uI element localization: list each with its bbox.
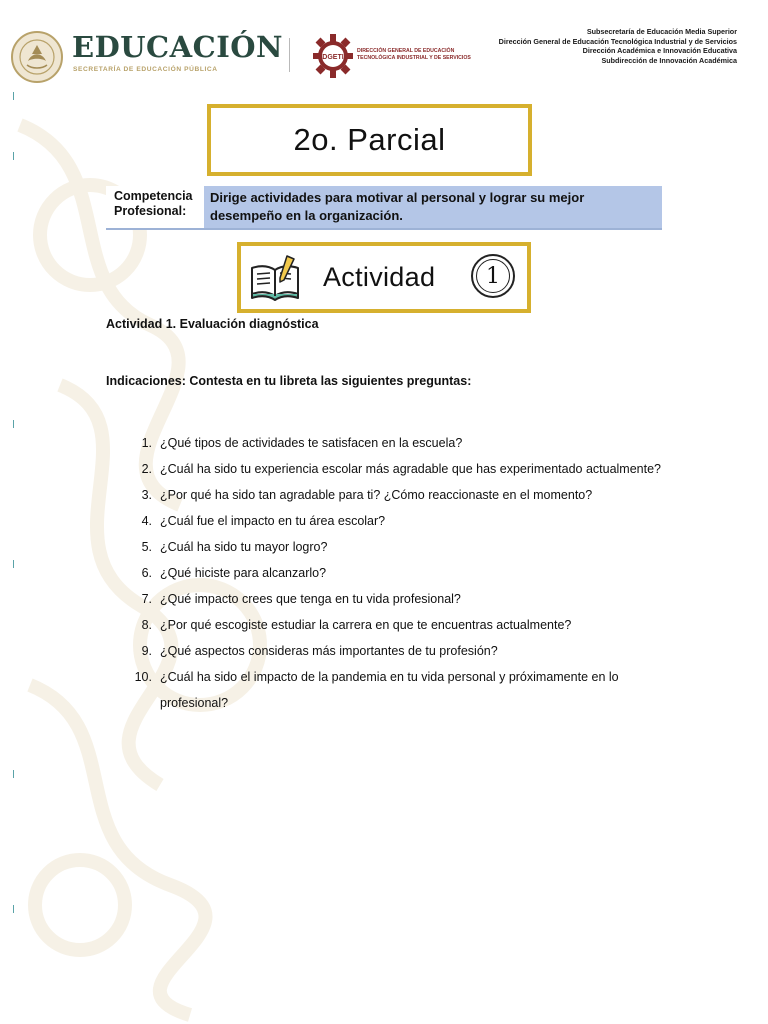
header-line: Dirección Académica e Innovación Educativa [582, 46, 737, 55]
margin-mark [13, 905, 14, 913]
header-institution-lines [499, 27, 737, 65]
open-book-pencil-icon [249, 254, 301, 302]
question-text: ¿Cuál ha sido tu experiencia escolar más agradable que has experimentado actualmente? [160, 462, 661, 476]
instructions-heading: Indicaciones: Contesta en tu libreta las siguientes preguntas: [106, 374, 472, 388]
page-header [0, 0, 768, 90]
competencia-label-line-2: Profesional: [114, 204, 187, 218]
question-number: 9. [141, 644, 152, 658]
dgeti-text [357, 48, 487, 61]
question-number: 1. [141, 436, 152, 450]
competencia-label-line-1: Competencia [114, 189, 193, 203]
activity-banner [237, 242, 531, 313]
activity-number: 1 [486, 263, 500, 289]
dgeti-line-2: TECNOLÓGICA INDUSTRIAL Y DE SERVICIOS [357, 54, 471, 61]
question-number: 5. [141, 540, 152, 554]
question-number: 6. [141, 566, 152, 580]
dgeti-gear-logo-icon [311, 32, 355, 80]
org-subtitle: SECRETARÍA DE EDUCACIÓN PÚBLICA [73, 66, 218, 73]
list-item [106, 482, 666, 508]
list-item [106, 456, 666, 482]
question-text: ¿Por qué ha sido tan agradable para ti? ¿Cómo reaccionaste en el momento? [160, 488, 593, 502]
margin-mark [13, 560, 14, 568]
question-text: ¿Qué hiciste para alcanzarlo? [160, 566, 327, 580]
list-item [106, 664, 666, 716]
question-number: 7. [141, 592, 152, 606]
margin-mark [13, 770, 14, 778]
dgeti-acronym: DGETI [322, 54, 344, 61]
competencia-table [106, 186, 662, 230]
question-number: 8. [141, 618, 152, 632]
question-number: 2. [141, 462, 152, 476]
list-item [106, 560, 666, 586]
header-line: Dirección General de Educación Tecnológica Industrial y de Servicios [498, 36, 737, 46]
activity-heading: Actividad 1. Evaluación diagnóstica [106, 317, 319, 331]
national-seal-icon [10, 30, 64, 84]
question-text: ¿Cuál fue el impacto en tu área escolar? [160, 514, 386, 528]
question-text: ¿Qué aspectos consideras más importantes de tu profesión? [160, 644, 498, 658]
question-number: 3. [141, 488, 152, 502]
activity-label: Actividad [323, 262, 436, 292]
header-divider [289, 38, 290, 72]
header-line: Subsecretaría de Educación Media Superior [586, 27, 737, 36]
question-text: ¿Por qué escogiste estudiar la carrera en que te encuentras actualmente? [160, 618, 572, 632]
competencia-value [204, 186, 662, 228]
competencia-value-line-1: Dirige actividades para motivar al personal y lograr su mejor [210, 190, 585, 205]
list-item [106, 430, 666, 456]
question-text: ¿Cuál ha sido tu mayor logro? [160, 540, 328, 554]
margin-mark [13, 92, 14, 100]
question-text: ¿Cuál ha sido el impacto de la pandemia en tu vida personal y próximamente en lo profesional? [160, 670, 619, 710]
org-title: EDUCACIÓN [72, 30, 284, 64]
competencia-label [106, 186, 204, 228]
list-item [106, 612, 666, 638]
question-text: ¿Qué impacto crees que tenga en tu vida profesional? [160, 592, 461, 606]
question-number: 10. [134, 670, 152, 684]
dgeti-line-1: DIRECCIÓN GENERAL DE EDUCACIÓN [357, 48, 455, 54]
question-text: ¿Qué tipos de actividades te satisfacen en la escuela? [160, 436, 463, 450]
competencia-value-line-2: desempeño en la organización. [210, 208, 403, 223]
list-item [106, 534, 666, 560]
questions-list [106, 430, 666, 716]
activity-number-badge [471, 254, 515, 298]
page-title: 2o. Parcial [293, 122, 446, 157]
list-item [106, 508, 666, 534]
partial-title-box [207, 104, 532, 176]
question-number: 4. [141, 514, 152, 528]
margin-mark [13, 152, 14, 160]
list-item [106, 586, 666, 612]
list-item [106, 638, 666, 664]
header-line: Subdirección de Innovación Académica [601, 55, 737, 65]
margin-mark [13, 420, 14, 428]
